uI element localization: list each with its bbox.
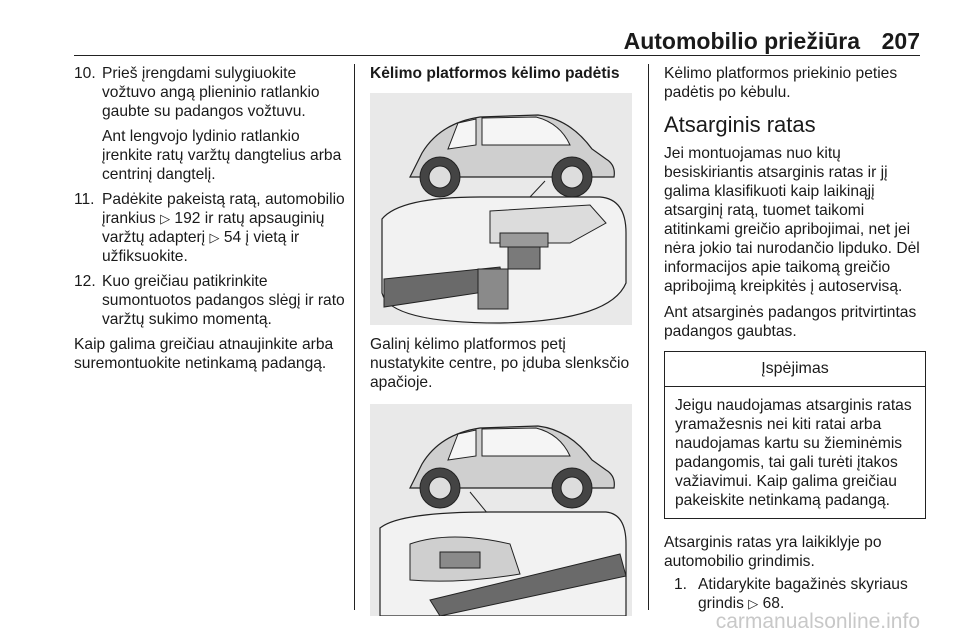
illustration-caption: Galinį kėlimo platformos petį nustatykite centre, po įduba slenksčio apačioje.	[370, 336, 630, 391]
lift-front-illustration	[370, 93, 632, 325]
list-item	[74, 190, 346, 266]
item-number: 11.	[74, 191, 95, 208]
warning-box	[664, 351, 926, 519]
reference-arrow-icon: ▷	[748, 596, 759, 611]
lift-rear-illustration	[370, 404, 632, 616]
item-text: Ant lengvojo lydinio ratlankio įrenkite ratų varžtų dangtelius arba centrinį dangtelį.	[102, 128, 342, 183]
item-number: 12.	[74, 273, 96, 290]
body-paragraph: Jei montuojamas nuo kitų besiskiriantis atsarginis ratas ir jį galima klasifikuoti kaip laikinąjį atsarginį ratą, tuomet taikomi atitinkami greičio apribojimai, net jei nėra jokio tai nurodančio lipduko. Dėl informacijos apie taikomą greičio apribojimą kreipkitės į autoservisą.	[664, 145, 920, 295]
section-heading-spare-wheel: Atsarginis ratas	[664, 112, 816, 137]
header-rule	[74, 55, 920, 56]
item-number: 10.	[74, 65, 96, 82]
item-text: Padėkite pakeistą ratą, automobilio įrankius ▷ 192 ir ratų apsauginių varžtų adapterį ▷ 54 į vietą ir užfiksuokite.	[102, 191, 345, 265]
car-lift-rear-drawing	[370, 404, 632, 616]
body-paragraph: Ant atsarginės padangos pritvirtintas padangos gaubtas.	[664, 304, 917, 340]
car-lift-front-drawing	[370, 93, 632, 325]
reference-arrow-icon: ▷	[160, 211, 171, 226]
watermark: carmanualsonline.info	[715, 610, 920, 633]
page-header	[0, 28, 960, 58]
closing-paragraph: Kaip galima greičiau atnaujinkite arba suremontuokite netinkamą padangą.	[74, 336, 334, 372]
item-text: Prieš įrengdami sulygiuokite vožtuvo angą plieninio ratlankio gaubte su padangos vožtuvu.	[102, 65, 320, 120]
page-reference[interactable]: 54	[223, 229, 242, 246]
list-item	[674, 575, 926, 613]
warning-title: Įspėjimas	[665, 352, 925, 387]
column-1	[74, 64, 346, 380]
item-text: Atidarykite bagažinės skyriaus grindis ▷ 68.	[698, 576, 908, 612]
column-3	[664, 64, 926, 619]
section-title: Automobilio priežiūra	[623, 28, 860, 54]
page-number: 207	[881, 28, 920, 54]
warning-body: Jeigu naudojamas atsarginis ratas yramažesnis nei kiti ratai arba naudojamas kartu su žieminėmis padangomis, tai gali turėti įtakos važiavimui. Kaip galima greičiau pakeiskite netinkamą padangą.	[675, 397, 912, 509]
intro-paragraph: Kėlimo platformos priekinio peties padėtis po kėbulu.	[664, 65, 898, 101]
list-item	[74, 64, 346, 184]
body-paragraph: Atsarginis ratas yra laikiklyje po automobilio grindimis.	[664, 534, 882, 570]
item-text: Kuo greičiau patikrinkite sumontuotos padangos slėgį ir rato varžtų sukimo momentą.	[102, 273, 345, 328]
reference-arrow-icon: ▷	[209, 230, 220, 245]
column-divider-2	[648, 64, 649, 610]
section-heading: Kėlimo platformos kėlimo padėtis	[370, 65, 620, 82]
page-reference[interactable]: 68	[762, 595, 780, 612]
column-2	[370, 64, 635, 626]
item-number: 1.	[674, 576, 688, 593]
list-item	[74, 272, 346, 329]
column-divider-1	[354, 64, 355, 610]
page-reference[interactable]: 192	[174, 210, 201, 227]
